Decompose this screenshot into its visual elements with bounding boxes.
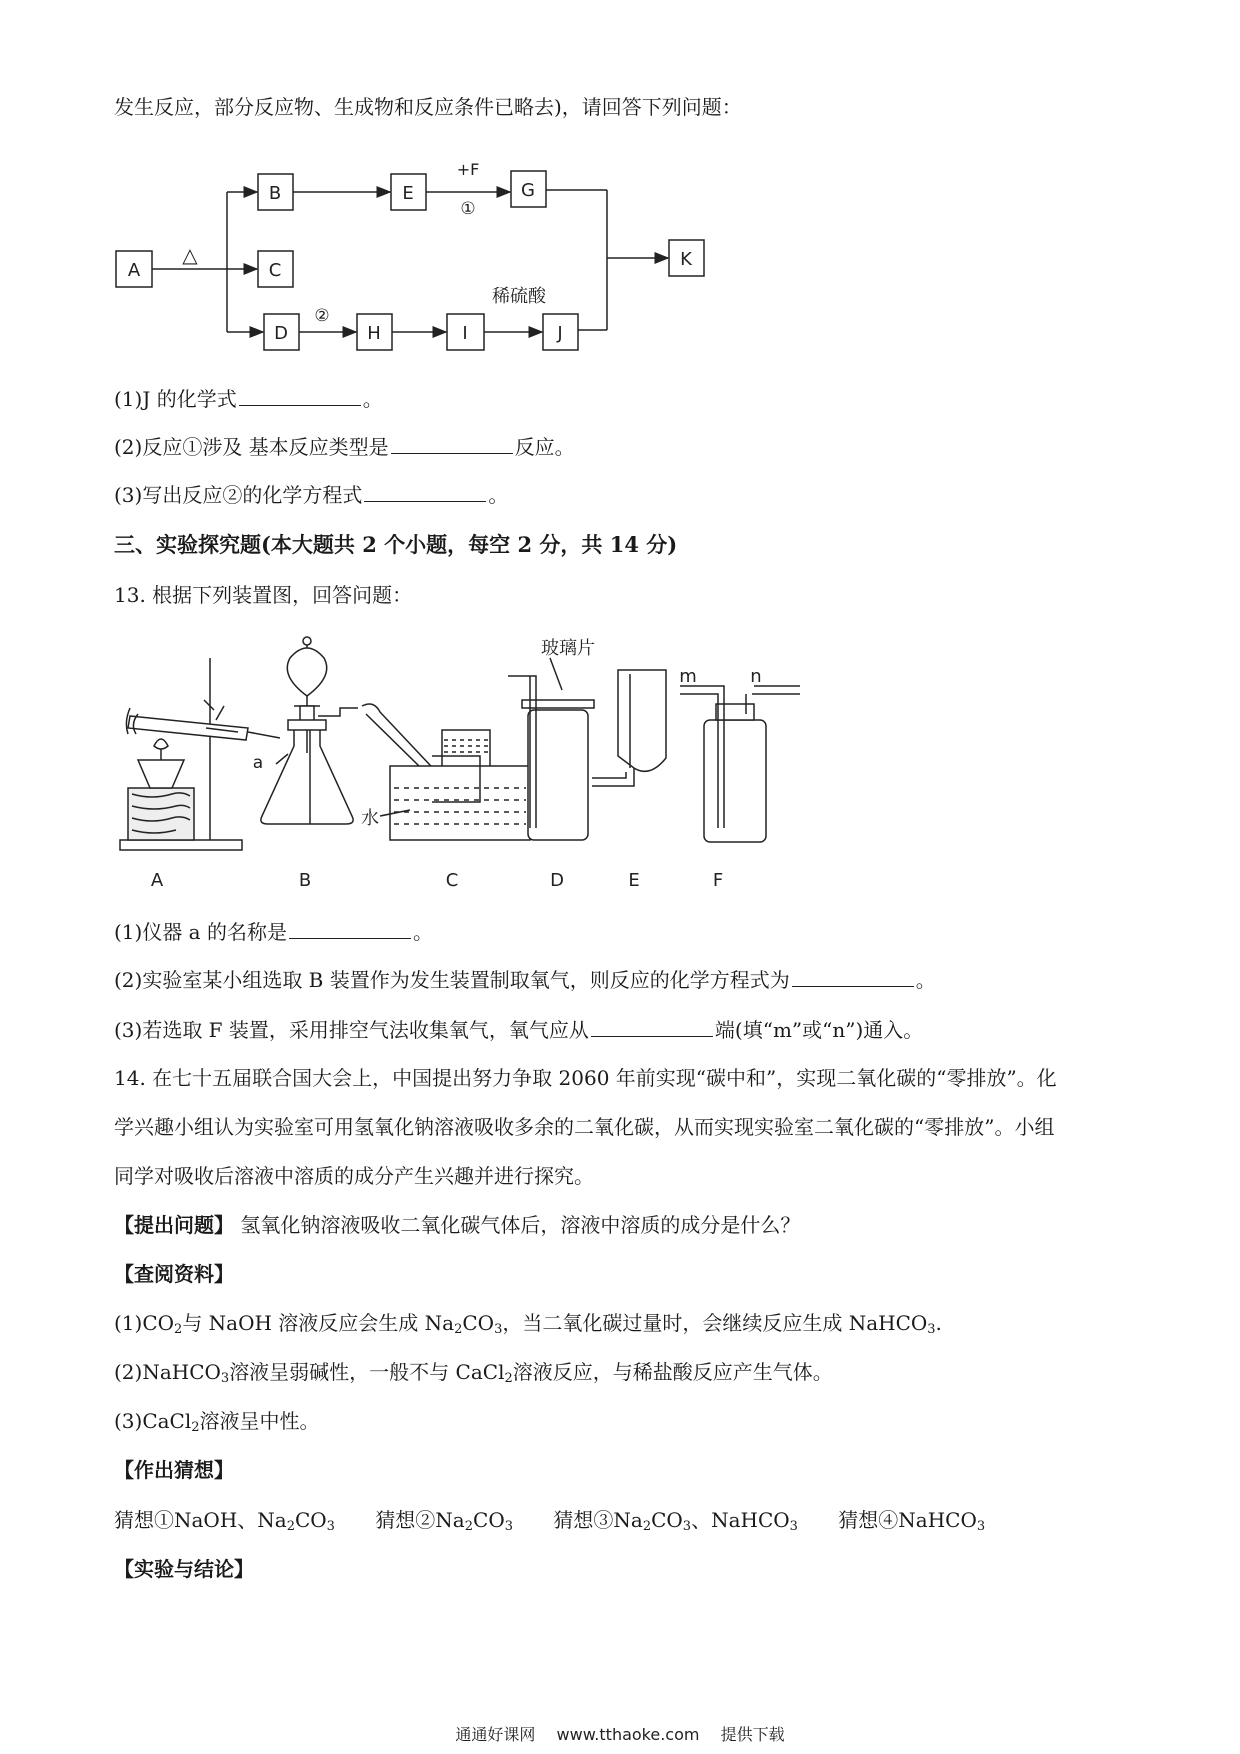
reaction-flowchart xyxy=(110,150,730,360)
answer-blank[interactable] xyxy=(391,433,513,454)
reference-item-2: (2)NaHCO$_3$溶液呈弱碱性，一般不与 CaCl$_2$溶液反应，与稀盐酸反应产生气体。 xyxy=(114,1360,833,1386)
answer-blank[interactable] xyxy=(289,918,411,939)
q13-part1: (1)仪器 a 的名称是 。 xyxy=(114,920,433,944)
q14-line-3: 同学对吸收后溶液中溶质的成分产生兴趣并进行探究。 xyxy=(114,1164,594,1188)
flow-node-a: A xyxy=(127,260,141,281)
apparatus-label-f: F xyxy=(712,870,724,891)
flow-node-c: C xyxy=(268,260,282,281)
question-ask: 【提出问题】 氢氧化钠溶液吸收二氧化碳气体后，溶液中溶质的成分是什么？ xyxy=(114,1213,801,1237)
footer-site-name: 通通好课网 xyxy=(455,1725,536,1744)
flow-node-e: E xyxy=(402,183,414,204)
page-footer xyxy=(0,1722,1240,1745)
flow-node-g: G xyxy=(521,180,535,201)
footer-url[interactable]: www.tthaoke.com xyxy=(556,1725,700,1744)
q12-part1: (1)J 的化学式 。 xyxy=(114,387,383,411)
footer-note: 提供下载 xyxy=(720,1725,785,1744)
reaction-1-label: ① xyxy=(460,199,476,219)
reference-item-3: (3)CaCl$_2$溶液呈中性。 xyxy=(114,1409,320,1435)
answer-blank[interactable] xyxy=(364,481,486,502)
hypothesis-1: 猜想①NaOH、$Na_2CO_3$ xyxy=(114,1508,335,1534)
reference-heading: 【查阅资料】 xyxy=(114,1262,234,1286)
flow-node-k: K xyxy=(680,249,692,270)
flow-node-d: D xyxy=(274,323,288,344)
answer-blank[interactable] xyxy=(792,966,914,987)
apparatus-label-d: D xyxy=(550,870,564,891)
flow-node-i: I xyxy=(462,323,468,344)
experiment-heading: 【实验与结论】 xyxy=(114,1557,254,1581)
instrument-a-label: a xyxy=(252,753,264,773)
answer-blank[interactable] xyxy=(239,385,361,406)
hypotheses-row xyxy=(114,1505,985,1535)
hypothesis-2: 猜想$②Na_2CO_3$ xyxy=(375,1508,514,1534)
heat-condition-label: △ xyxy=(182,243,198,267)
q14-line-1: 14. 在七十五届联合国大会上，中国提出努力争取 2060 年前实现“碳中和”，实现二氧化碳的“零排放”。化 xyxy=(114,1066,1057,1090)
apparatus-label-e: E xyxy=(628,870,640,891)
q13-stem: 13. 根据下列装置图，回答问题： xyxy=(114,583,413,607)
reference-item-1: $(1)CO_2$与 NaOH 溶液反应会生成 $Na_2CO_3$，当二氧化碳过量时，会继续反应生成 NaHCO$_3$. xyxy=(114,1311,942,1337)
port-m-label: m xyxy=(679,666,697,687)
flow-node-j: J xyxy=(557,323,563,344)
glass-plate-label: 玻璃片 xyxy=(541,638,595,659)
answer-blank[interactable] xyxy=(591,1016,713,1037)
apparatus-label-a: A xyxy=(150,870,164,891)
q14-line-2: 学兴趣小组认为实验室可用氢氧化钠溶液吸收多余的二氧化碳，从而实现实验室二氧化碳的“零排放”。小组 xyxy=(114,1115,1055,1139)
reaction-2-label: ② xyxy=(314,306,330,326)
hypothesis-heading: 【作出猜想】 xyxy=(114,1458,234,1482)
dilute-sulfuric-acid-label: 稀硫酸 xyxy=(492,286,546,307)
q13-part2: (2)实验室某小组选取 B 装置作为发生装置制取氧气，则反应的化学方程式为 。 xyxy=(114,968,936,992)
section-3-heading: 三、实验探究题(本大题共 2 个小题，每空 2 分，共 14 分) xyxy=(114,532,678,557)
water-label: 水 xyxy=(361,808,379,829)
flow-node-h: H xyxy=(367,323,381,344)
apparatus-label-c: C xyxy=(445,870,459,891)
apparatus-figure xyxy=(110,628,870,898)
flow-node-b: B xyxy=(268,183,282,204)
hypothesis-4: 猜想④NaHCO$_3$ xyxy=(838,1508,986,1534)
hypothesis-3: 猜想$③Na_2CO_3$、NaHCO$_3$ xyxy=(553,1508,798,1534)
intro-text: 发生反应，部分反应物、生成物和反应条件已略去)，请回答下列问题： xyxy=(114,95,742,119)
q12-part2: (2)反应①涉及 基本反应类型是 反应。 xyxy=(114,435,575,459)
q13-part3: (3)若选取 F 装置，采用排空气法收集氧气，氧气应从 端(填“m”或“n”)通入。 xyxy=(114,1018,924,1042)
port-n-label: n xyxy=(750,666,762,687)
q12-part3: (3)写出反应②的化学方程式 。 xyxy=(114,483,509,507)
apparatus-label-b: B xyxy=(298,870,312,891)
plus-f-label: +F xyxy=(456,160,480,179)
